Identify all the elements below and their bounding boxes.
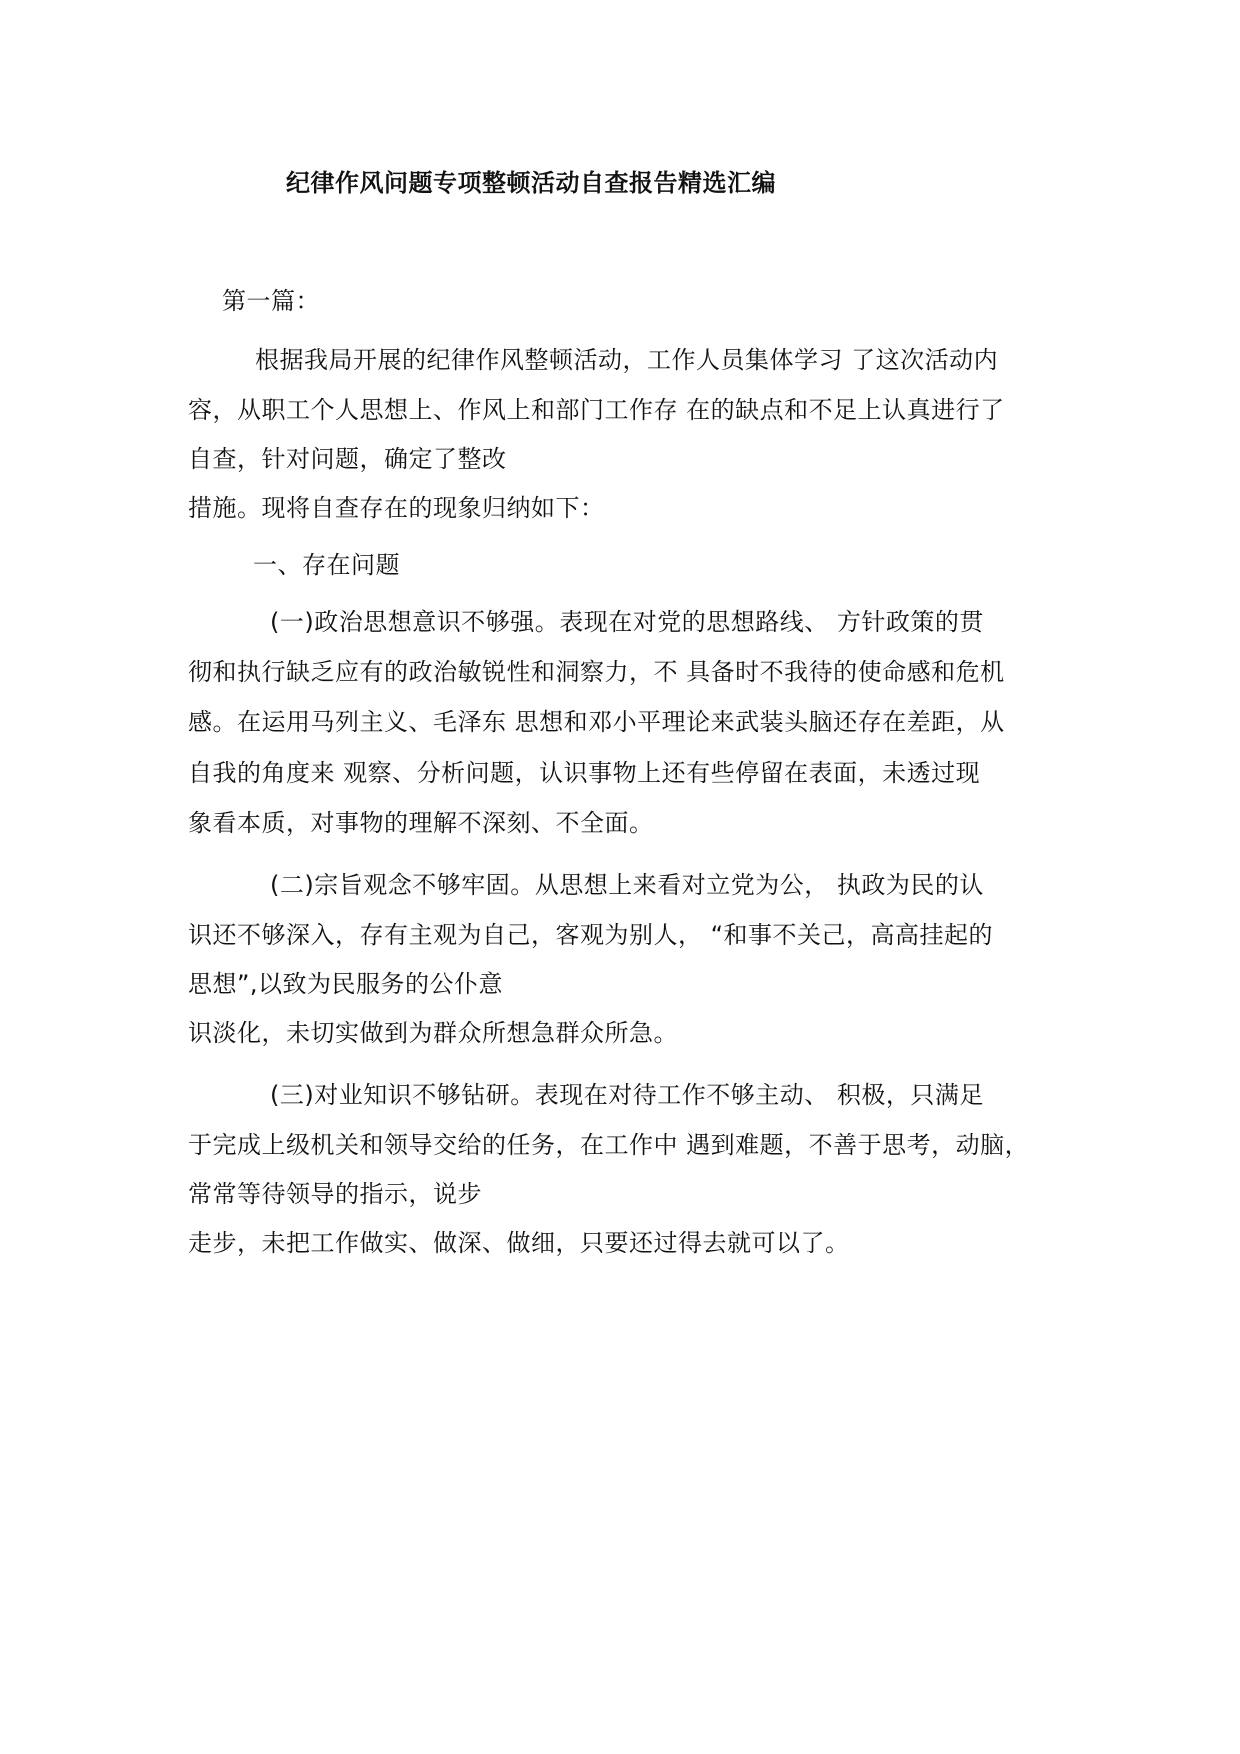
intro-line: 自查，针对问题，确定了整改 [188,445,507,473]
paragraph-line: 彻和执行缺乏应有的政治敏锐性和洞察力，不 具备时不我待的使命感和危机 [188,658,1005,686]
paragraph-line: 象看本质，对事物的理解不深刻、不全面。 [188,809,654,837]
paragraph-line: (三)对业知识不够钻研。表现在对待工作不够主动、 积极，只满足 [270,1081,984,1109]
paragraph-line: (一)政治思想意识不够强。表现在对党的思想路线、 方针政策的贯 [270,608,984,636]
section-label: 第一篇： [222,287,320,315]
paragraph-line: 常常等待领导的指示，说步 [188,1180,482,1208]
paragraph-line: 自我的角度来 观察、分析问题，认识事物上还有些停留在表面，未透过现 [188,759,981,787]
paragraph-line: 走步，未把工作做实、做深、做细，只要还过得去就可以了。 [188,1229,850,1257]
intro-line: 容，从职工个人思想上、作风上和部门工作存 在的缺点和不足上认真进行了 [188,396,1005,424]
section-heading: 一、存在问题 [253,551,400,579]
paragraph-line: 于完成上级机关和领导交给的任务，在工作中 遇到难题，不善于思考，动脑， [188,1131,1030,1159]
paragraph-line: 感。在运用马列主义、毛泽东 思想和邓小平理论来武装头脑还存在差距，从 [188,708,1005,736]
paragraph-line: 识还不够深入，存有主观为自己，客观为别人， “和事不关己，高高挂起的 [188,921,994,949]
paragraph-line: (二)宗旨观念不够牢固。从思想上来看对立党为公， 执政为民的认 [270,871,984,899]
paragraph-line: 思想”,以致为民服务的公仆意 [188,970,504,998]
intro-line: 措施。现将自查存在的现象归纳如下： [188,494,605,522]
intro-line: 根据我局开展的纪律作风整顿活动，工作人员集体学习 了这次活动内 [255,346,999,374]
document-title: 纪律作风问题专项整顿活动自查报告精选汇编 [286,169,776,197]
paragraph-line: 识淡化，未切实做到为群众所想急群众所急。 [188,1019,678,1047]
